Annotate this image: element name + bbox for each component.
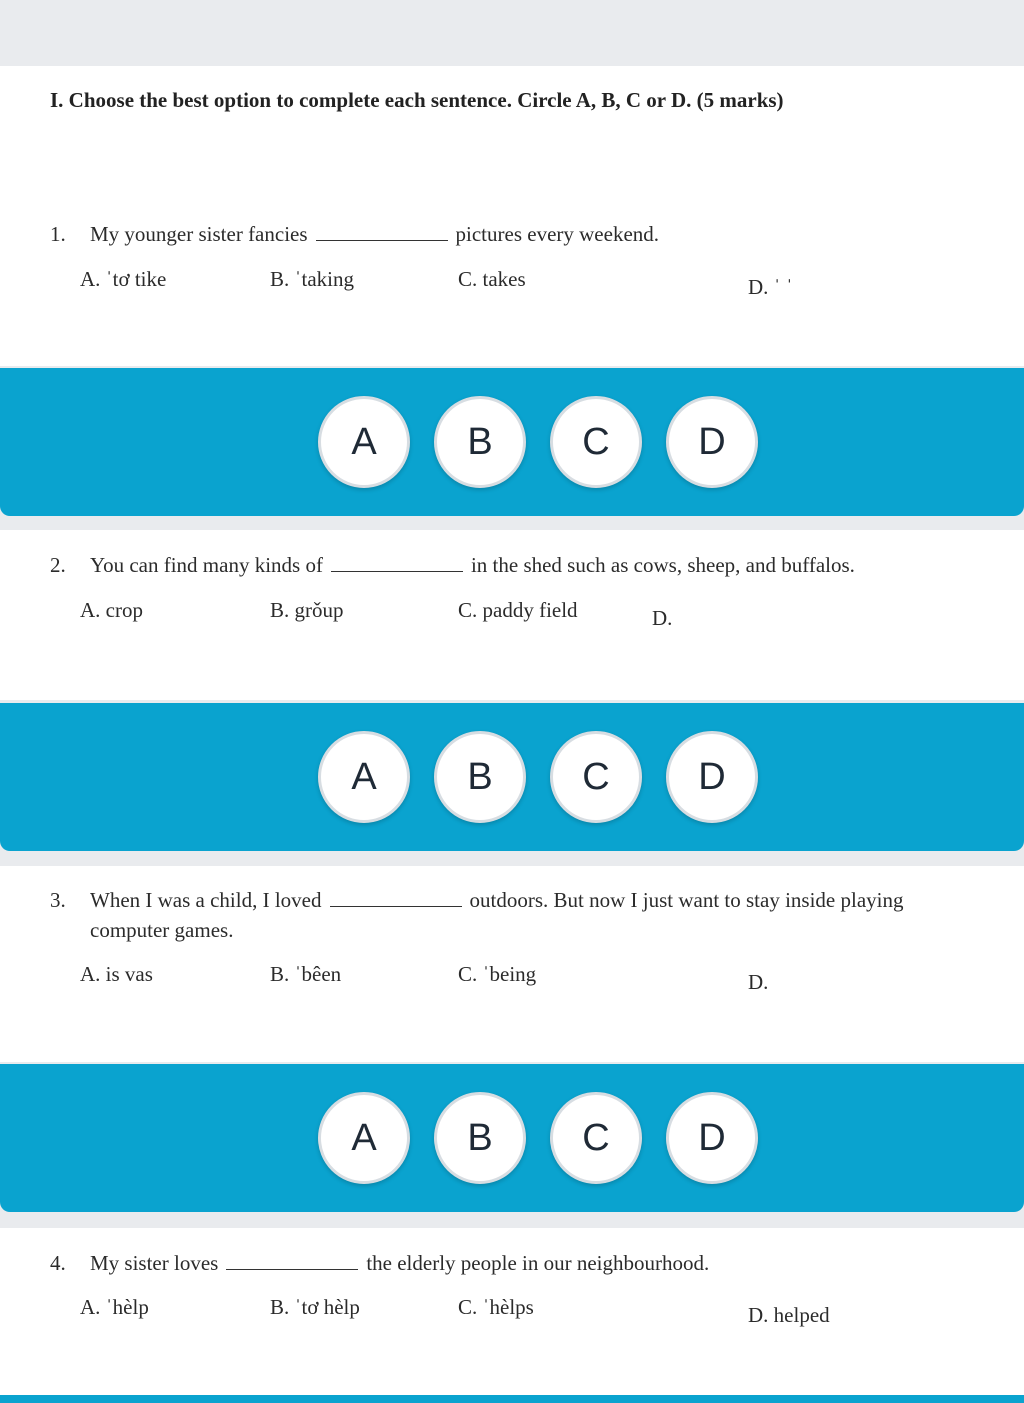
answer-button-b[interactable]: B (434, 1092, 526, 1184)
stem-before: You can find many kinds of (90, 553, 323, 577)
question-number: 1. (50, 222, 66, 246)
question-3-stem-line-2: computer games. (90, 918, 234, 942)
bottom-band-edge (0, 1395, 1024, 1403)
answer-button-b[interactable]: B (434, 396, 526, 488)
question-1-option-d: D. ˈ ˈ (748, 275, 793, 299)
question-3-option-d: D. (748, 970, 769, 994)
question-3-stem (50, 888, 904, 913)
question-2-stem (50, 553, 855, 578)
question-4-option-d: D. helped (748, 1303, 830, 1327)
question-number: 2. (50, 553, 66, 577)
question-1-option-b: B. ˈtaking (270, 267, 354, 291)
question-3-option-a: A. is vas (80, 962, 153, 986)
answer-button-c[interactable]: C (550, 1092, 642, 1184)
stem-before: My younger sister fancies (90, 222, 308, 246)
question-1-stem (50, 222, 659, 247)
answer-button-d[interactable]: D (666, 396, 758, 488)
answer-blank (226, 1268, 358, 1270)
stem-after: the elderly people in our neighbourhood. (366, 1251, 710, 1275)
question-2-option-a: A. crop (80, 598, 143, 622)
answer-band-3 (0, 1064, 1024, 1212)
answer-blank (331, 570, 463, 572)
top-strip (0, 0, 1024, 66)
instruction-heading: I. Choose the best option to complete each sentence. Circle A, B, C or D. (5 marks) (50, 88, 784, 112)
question-4-option-c: C. ˈhèlps (458, 1295, 534, 1319)
answer-button-a[interactable]: A (318, 1092, 410, 1184)
question-2-option-b: B. grǒup (270, 598, 344, 622)
question-3-option-c: C. ˈbeing (458, 962, 537, 986)
question-2-option-d: D. (652, 606, 673, 630)
stem-after: pictures every weekend. (455, 222, 660, 246)
answer-button-b[interactable]: B (434, 731, 526, 823)
answer-button-c[interactable]: C (550, 396, 642, 488)
question-1-option-c: C. takes (458, 267, 526, 291)
answer-button-d[interactable]: D (666, 1092, 758, 1184)
question-2-option-c: C. paddy field (458, 598, 578, 622)
answer-blank (330, 905, 462, 907)
question-3-option-b: B. ˈbêen (270, 962, 342, 986)
answer-button-d[interactable]: D (666, 731, 758, 823)
answer-band-1 (0, 368, 1024, 516)
question-1-option-a: A. ˈtơ tike (80, 267, 167, 291)
answer-blank (316, 239, 448, 241)
question-number: 3. (50, 888, 66, 912)
question-number: 4. (50, 1251, 66, 1275)
stem-before: When I was a child, I loved (90, 888, 322, 912)
stem-after: outdoors. But now I just want to stay inside playing (469, 888, 904, 912)
answer-button-c[interactable]: C (550, 731, 642, 823)
answer-button-a[interactable]: A (318, 396, 410, 488)
answer-button-a[interactable]: A (318, 731, 410, 823)
question-4-stem (50, 1251, 709, 1276)
question-4-option-b: B. ˈtơ hèlp (270, 1295, 360, 1319)
stem-before: My sister loves (90, 1251, 219, 1275)
question-4-option-a: A. ˈhèlp (80, 1295, 149, 1319)
stem-after: in the shed such as cows, sheep, and buffalos. (470, 553, 855, 577)
answer-band-2 (0, 703, 1024, 851)
